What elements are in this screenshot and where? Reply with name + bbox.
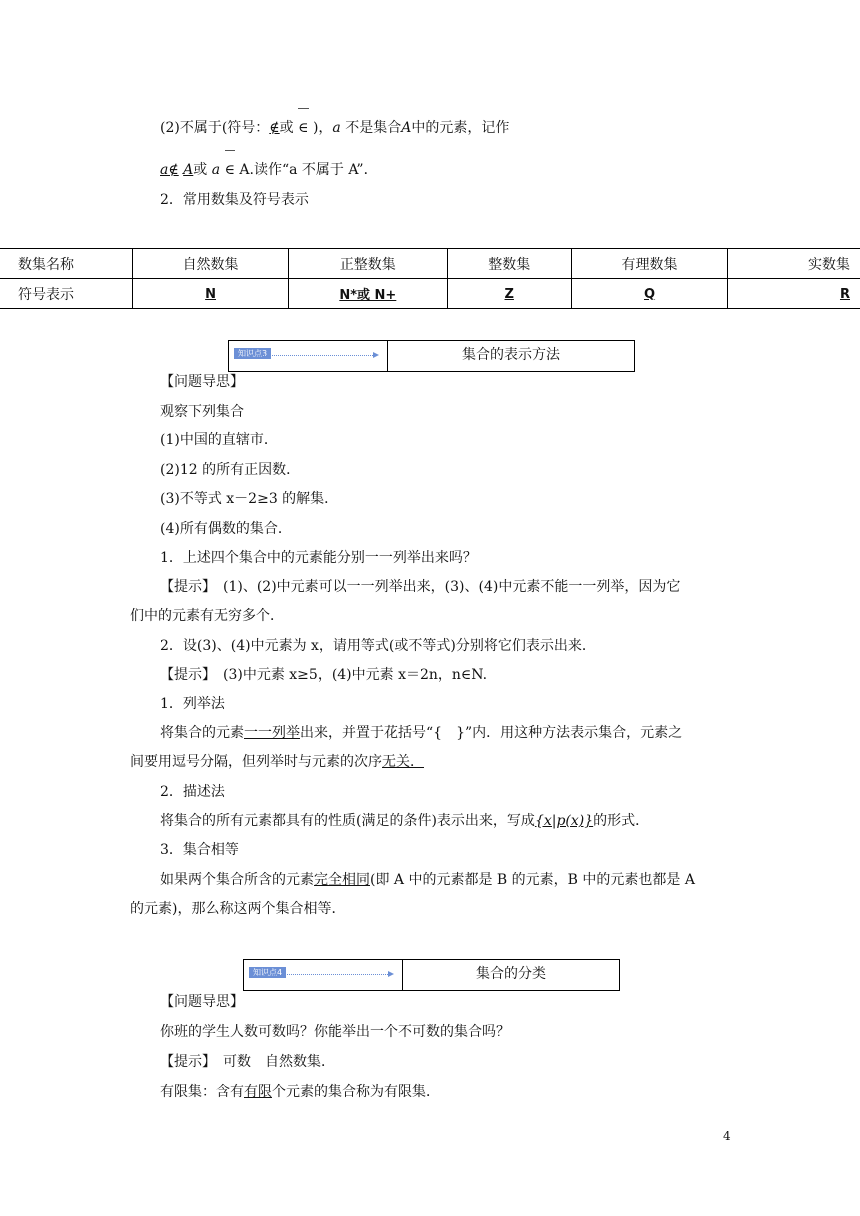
var-A: A bbox=[401, 120, 412, 136]
list-item: (4)所有偶数的集合． bbox=[160, 521, 292, 537]
text-segment: 将集合的所有元素都具有的性质(满足的条件)表示出来，写成 bbox=[160, 813, 535, 829]
question: 2．设(3)、(4)中元素为 x，请用等式(或不等式)分别将它们表示出来． bbox=[160, 638, 596, 654]
section-tag: 知识点4 bbox=[249, 967, 286, 978]
text-segment: (2)不属于(符号： bbox=[160, 120, 270, 136]
text-segment: 将集合的元素 bbox=[160, 725, 244, 741]
hint: 【提示】 可数 自然数集． bbox=[160, 1054, 335, 1070]
table-cell bbox=[133, 279, 289, 309]
text-segment: A.读作“a 不属于 A”． bbox=[239, 162, 378, 178]
subheading-number-sets: 2．常用数集及符号表示 bbox=[160, 192, 309, 208]
subheading-listing-method: 1．列举法 bbox=[160, 696, 225, 712]
table-cell: 数集名称 bbox=[0, 249, 133, 279]
symbol-R: R bbox=[839, 286, 850, 302]
table-cell: 整数集 bbox=[447, 249, 571, 279]
text-segment: 不是集合 bbox=[345, 120, 402, 136]
arrow-icon bbox=[249, 355, 377, 356]
list-item: (1)中国的直辖市． bbox=[160, 432, 278, 448]
paragraph-continued: 的元素)，那么称这两个集合相等． bbox=[130, 901, 346, 917]
underlined-answer: {x|p(x)} bbox=[534, 813, 594, 829]
var-a: a bbox=[332, 120, 341, 136]
table-row bbox=[0, 249, 860, 279]
text-segment: 出来，并置于花括号“{ }”内．用这种方法表示集合，元素之 bbox=[300, 725, 683, 741]
underlined-answer: 一一列举 bbox=[244, 725, 300, 741]
table-row bbox=[0, 279, 860, 309]
section-header-3 bbox=[228, 340, 635, 372]
list-item: (3)不等式 x－2≥3 的解集． bbox=[160, 491, 339, 507]
symbol-Q: Q bbox=[643, 286, 656, 302]
table-cell bbox=[728, 279, 860, 309]
symbol-Z: Z bbox=[504, 286, 514, 302]
paragraph bbox=[160, 1082, 440, 1102]
table-cell: 正整数集 bbox=[289, 249, 447, 279]
page-number: 4 bbox=[723, 1129, 731, 1143]
hint: 【提示】 (1)、(2)中元素可以一一列举出来，(3)、(4)中元素不能一一列举，因为它 bbox=[160, 579, 681, 595]
text-segment: 的形式． bbox=[593, 813, 650, 829]
elem-overbar-symbol: ∈ bbox=[298, 120, 309, 136]
symbol-Nstar: N*或 N+ bbox=[339, 288, 397, 303]
section-tag-area bbox=[229, 341, 388, 371]
var-A: A bbox=[183, 162, 194, 178]
paragraph: 观察下列集合 bbox=[160, 404, 244, 420]
text-segment: 个元素的集合称为有限集． bbox=[272, 1084, 440, 1100]
table-cell: 实数集 bbox=[728, 249, 860, 279]
text-segment: 中的元素，记作 bbox=[411, 120, 510, 136]
subheading-set-equality: 3．集合相等 bbox=[160, 842, 239, 858]
text-segment: 有限集：含有 bbox=[160, 1084, 244, 1100]
question: 你班的学生人数可数吗？你能举出一个不可数的集合吗？ bbox=[160, 1024, 510, 1040]
text-segment: 或 bbox=[193, 162, 208, 178]
notation-line bbox=[160, 160, 378, 180]
section-title: 集合的表示方法 bbox=[462, 347, 560, 363]
not-belong-line bbox=[160, 118, 509, 138]
paragraph bbox=[160, 723, 682, 743]
paragraph bbox=[160, 811, 649, 831]
text-segment: )， bbox=[312, 120, 333, 136]
table-cell: 有理数集 bbox=[571, 249, 727, 279]
table-cell: 符号表示 bbox=[0, 279, 133, 309]
table-cell bbox=[447, 279, 571, 309]
number-sets-table bbox=[0, 248, 860, 309]
text-segment: 或 bbox=[279, 120, 294, 136]
section-title: 集合的分类 bbox=[476, 966, 546, 982]
underlined-answer: 无关． bbox=[382, 754, 424, 770]
elem-overbar-symbol: ∈ bbox=[224, 162, 235, 178]
var-a: a bbox=[211, 162, 221, 178]
section-tag: 知识点3 bbox=[234, 348, 271, 359]
symbol-N: N bbox=[205, 286, 217, 302]
table-cell bbox=[571, 279, 727, 309]
notation-a-notin: a∉ bbox=[160, 162, 179, 178]
list-item: (2)12 的所有正因数． bbox=[160, 462, 301, 478]
subheading-description-method: 2．描述法 bbox=[160, 784, 225, 800]
question: 1．上述四个集合中的元素能分别一一列举出来吗？ bbox=[160, 550, 477, 566]
table-cell: 自然数集 bbox=[133, 249, 289, 279]
section-header-4 bbox=[243, 959, 620, 991]
hint-continued: 们中的元素有无穷多个． bbox=[130, 608, 284, 624]
text-segment: 如果两个集合所含的元素 bbox=[160, 872, 314, 888]
paragraph bbox=[160, 870, 695, 890]
hint: 【提示】 (3)中元素 x≥5，(4)中元素 x＝2n，n∈N. bbox=[160, 667, 488, 683]
underlined-answer: 有限 bbox=[244, 1084, 272, 1100]
notin-symbol: ∉ bbox=[269, 120, 280, 136]
section-tag-area bbox=[244, 960, 403, 990]
question-heading: 【问题导思】 bbox=[160, 994, 244, 1010]
underlined-answer: 完全相同 bbox=[314, 872, 370, 888]
table-cell bbox=[289, 279, 447, 309]
question-heading: 【问题导思】 bbox=[160, 374, 244, 390]
text-segment: (即 A 中的元素都是 B 的元素，B 中的元素也都是 A bbox=[370, 872, 695, 888]
text-segment: 间要用逗号分隔，但列举时与元素的次序 bbox=[130, 754, 382, 770]
arrow-icon bbox=[264, 974, 392, 975]
paragraph-continued bbox=[130, 752, 424, 772]
